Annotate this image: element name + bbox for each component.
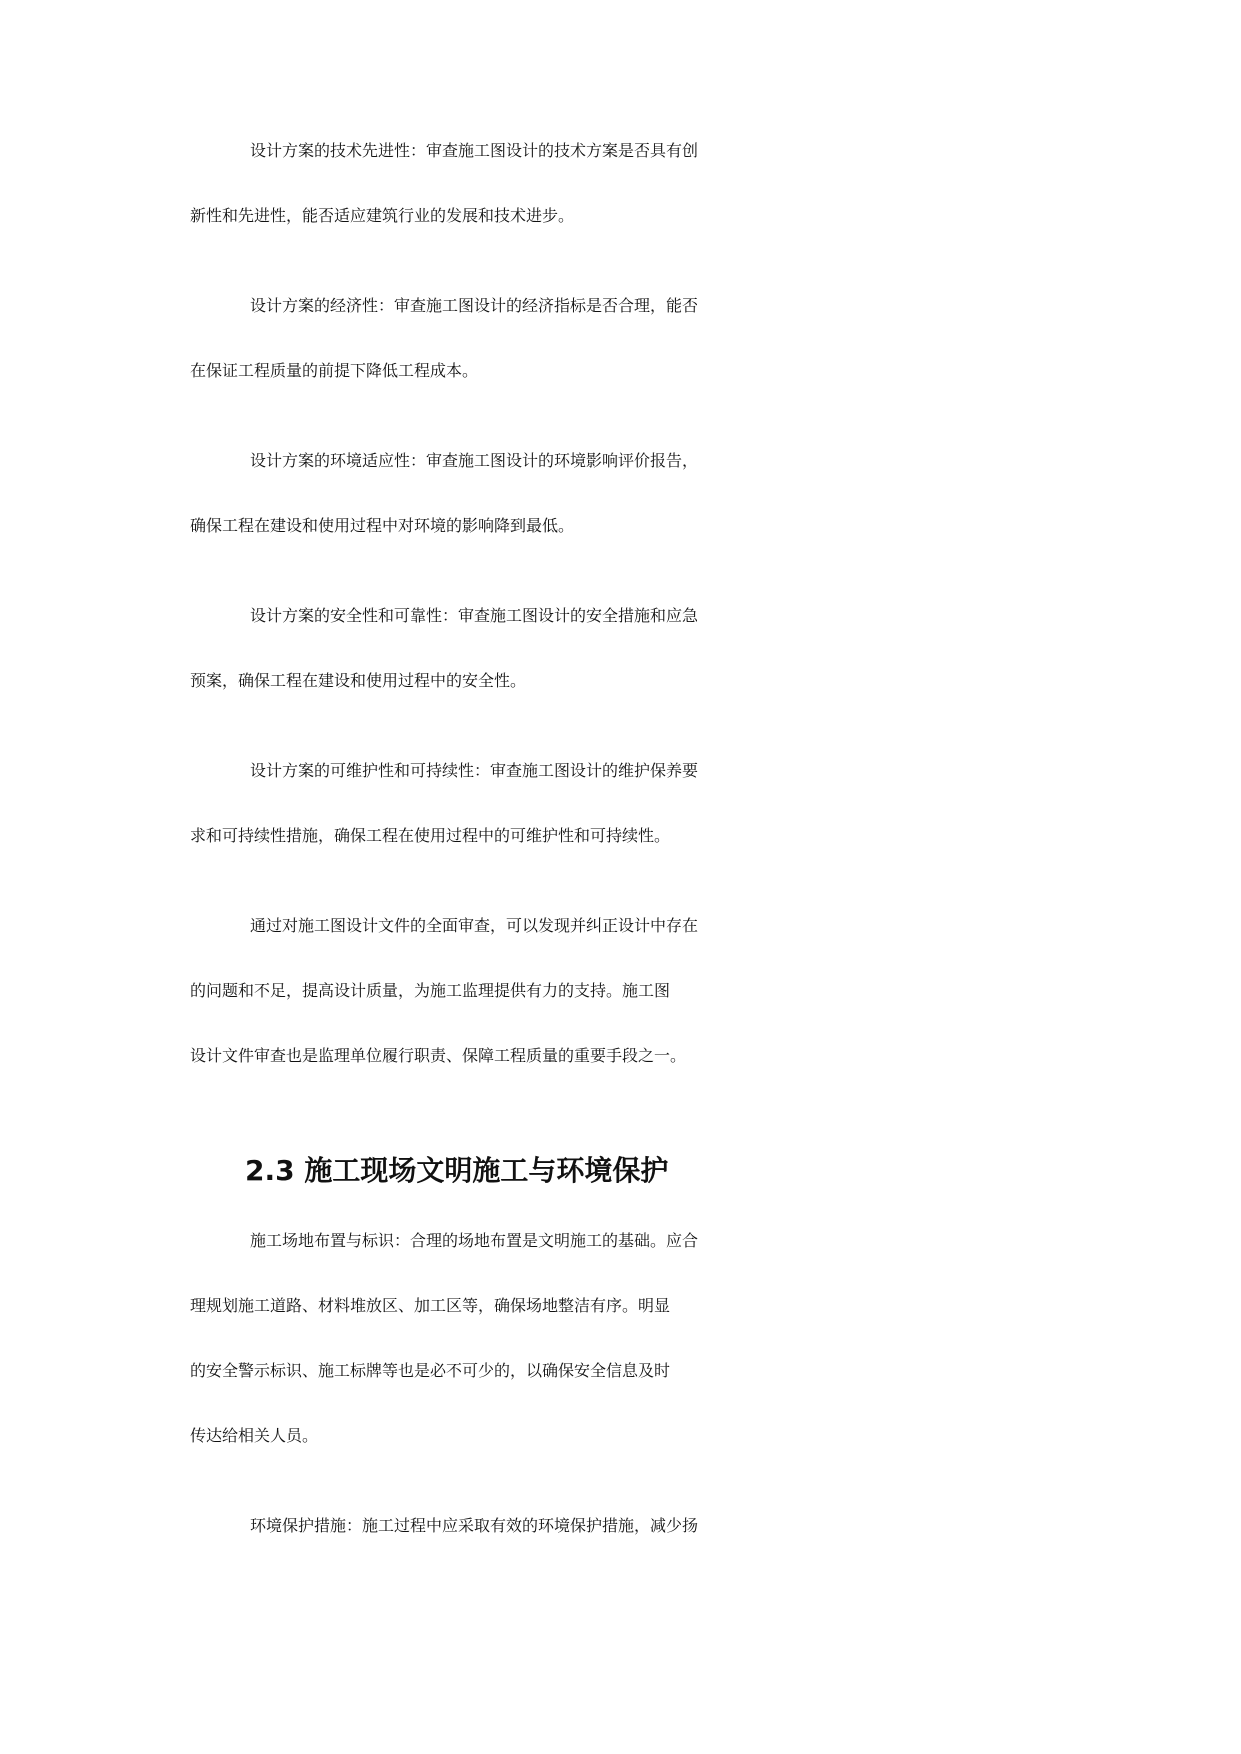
paragraph-site-layout	[190, 1228, 1050, 1488]
paragraph-line: 施工场地布置与标识：合理的场地布置是文明施工的基础。应合	[250, 1231, 699, 1250]
paragraph-line: 在保证工程质量的前提下降低工程成本。	[190, 361, 479, 380]
paragraph-safety	[190, 603, 1050, 733]
page-content	[190, 138, 1050, 1603]
paragraph-line: 通过对施工图设计文件的全面审查，可以发现并纠正设计中存在	[250, 916, 699, 935]
paragraph-line: 设计方案的安全性和可靠性：审查施工图设计的安全措施和应急	[250, 606, 699, 625]
paragraph-line: 设计方案的可维护性和可持续性：审查施工图设计的维护保养要	[250, 761, 699, 780]
paragraph-maintainability	[190, 758, 1050, 888]
paragraph-economy	[190, 293, 1050, 423]
paragraph-line: 的安全警示标识、施工标牌等也是必不可少的，以确保安全信息及时	[190, 1361, 671, 1380]
paragraph-line: 理规划施工道路、材料堆放区、加工区等，确保场地整洁有序。明显	[190, 1296, 671, 1315]
paragraph-tech-advancement	[190, 138, 1050, 268]
section-heading: 2.3 施工现场文明施工与环境保护	[245, 1154, 669, 1187]
paragraph-environmental-protection	[190, 1513, 1050, 1578]
paragraph-line: 设计方案的环境适应性：审查施工图设计的环境影响评价报告，	[250, 451, 699, 470]
paragraph-line: 设计方案的经济性：审查施工图设计的经济指标是否合理，能否	[250, 296, 699, 315]
paragraph-line: 传达给相关人员。	[190, 1426, 319, 1445]
paragraph-line: 设计方案的技术先进性：审查施工图设计的技术方案是否具有创	[250, 141, 699, 160]
paragraph-summary	[190, 913, 1050, 1108]
paragraph-line: 的问题和不足，提高设计质量，为施工监理提供有力的支持。施工图	[190, 981, 671, 1000]
paragraph-line: 求和可持续性措施，确保工程在使用过程中的可维护性和可持续性。	[190, 826, 671, 845]
paragraph-environment	[190, 448, 1050, 578]
paragraph-line: 设计文件审查也是监理单位履行职责、保障工程质量的重要手段之一。	[190, 1046, 687, 1065]
paragraph-line: 环境保护措施：施工过程中应采取有效的环境保护措施，减少扬	[250, 1516, 699, 1535]
paragraph-line: 确保工程在建设和使用过程中对环境的影响降到最低。	[190, 516, 575, 535]
paragraph-line: 预案，确保工程在建设和使用过程中的安全性。	[190, 671, 527, 690]
paragraph-line: 新性和先进性，能否适应建筑行业的发展和技术进步。	[190, 206, 575, 225]
